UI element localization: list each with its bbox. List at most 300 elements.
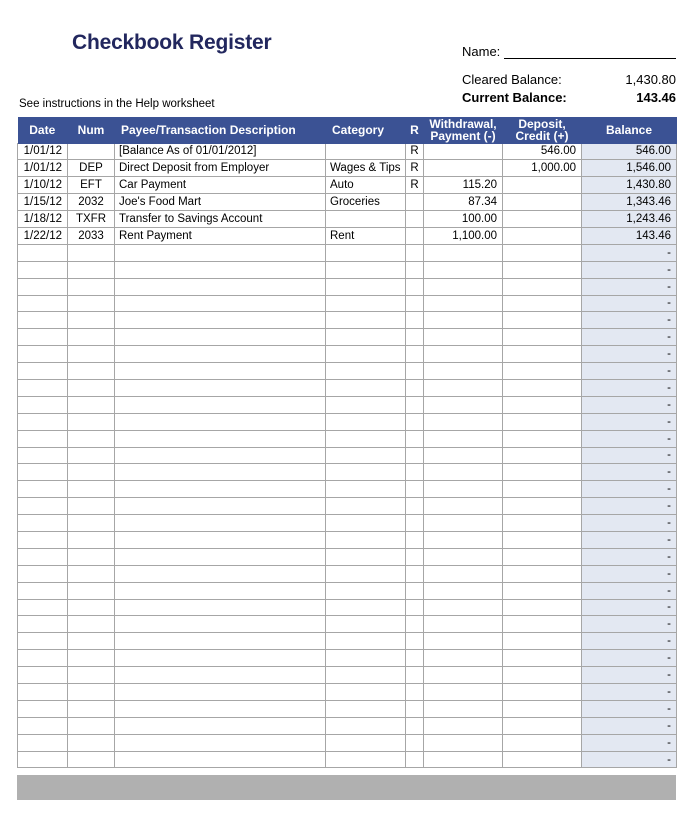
cell-reconciled[interactable] bbox=[406, 430, 424, 447]
cell-date[interactable] bbox=[18, 363, 68, 380]
cell-balance[interactable]: - bbox=[582, 464, 677, 481]
cell-num[interactable] bbox=[68, 329, 115, 346]
cell-balance[interactable]: - bbox=[582, 379, 677, 396]
cell-num[interactable] bbox=[68, 498, 115, 515]
cell-withdrawal[interactable] bbox=[424, 481, 503, 498]
cell-date[interactable] bbox=[18, 515, 68, 532]
cell-num[interactable] bbox=[68, 599, 115, 616]
cell-category[interactable] bbox=[326, 751, 406, 768]
cell-deposit[interactable] bbox=[503, 498, 582, 515]
cell-balance[interactable]: - bbox=[582, 396, 677, 413]
cell-payee[interactable] bbox=[115, 650, 326, 667]
cell-balance[interactable]: - bbox=[582, 633, 677, 650]
cell-payee[interactable]: [Balance As of 01/01/2012] bbox=[115, 143, 326, 160]
cell-date[interactable] bbox=[18, 531, 68, 548]
cell-withdrawal[interactable] bbox=[424, 261, 503, 278]
cell-balance[interactable]: - bbox=[582, 599, 677, 616]
cell-reconciled[interactable] bbox=[406, 464, 424, 481]
cell-category[interactable] bbox=[326, 329, 406, 346]
cell-category[interactable] bbox=[326, 548, 406, 565]
cell-payee[interactable]: Direct Deposit from Employer bbox=[115, 160, 326, 177]
column-header-r[interactable]: R bbox=[406, 117, 424, 143]
cell-deposit[interactable] bbox=[503, 734, 582, 751]
cell-payee[interactable] bbox=[115, 379, 326, 396]
cell-payee[interactable] bbox=[115, 751, 326, 768]
cell-num[interactable] bbox=[68, 396, 115, 413]
cell-deposit[interactable] bbox=[503, 599, 582, 616]
cell-deposit[interactable] bbox=[503, 548, 582, 565]
cell-num[interactable] bbox=[68, 751, 115, 768]
cell-withdrawal[interactable] bbox=[424, 329, 503, 346]
cell-reconciled[interactable] bbox=[406, 244, 424, 261]
cell-category[interactable] bbox=[326, 667, 406, 684]
column-header-deposit[interactable] bbox=[503, 117, 582, 143]
cell-balance[interactable]: - bbox=[582, 684, 677, 701]
cell-reconciled[interactable] bbox=[406, 413, 424, 430]
cell-date[interactable] bbox=[18, 261, 68, 278]
cell-reconciled[interactable] bbox=[406, 616, 424, 633]
cell-payee[interactable] bbox=[115, 430, 326, 447]
cell-withdrawal[interactable] bbox=[424, 396, 503, 413]
cell-num[interactable] bbox=[68, 278, 115, 295]
cell-num[interactable] bbox=[68, 244, 115, 261]
cell-withdrawal[interactable] bbox=[424, 346, 503, 363]
cell-payee[interactable] bbox=[115, 633, 326, 650]
cell-category[interactable] bbox=[326, 346, 406, 363]
cell-date[interactable] bbox=[18, 565, 68, 582]
cell-withdrawal[interactable] bbox=[424, 498, 503, 515]
cell-reconciled[interactable] bbox=[406, 531, 424, 548]
cell-date[interactable]: 1/15/12 bbox=[18, 194, 68, 211]
cell-date[interactable] bbox=[18, 379, 68, 396]
cell-payee[interactable] bbox=[115, 684, 326, 701]
cell-withdrawal[interactable] bbox=[424, 447, 503, 464]
column-header-payee[interactable]: Payee/Transaction Description bbox=[115, 117, 326, 143]
cell-num[interactable] bbox=[68, 143, 115, 160]
cell-num[interactable] bbox=[68, 582, 115, 599]
cell-category[interactable] bbox=[326, 396, 406, 413]
cell-balance[interactable]: - bbox=[582, 582, 677, 599]
cell-payee[interactable]: Rent Payment bbox=[115, 227, 326, 244]
cell-category[interactable] bbox=[326, 717, 406, 734]
cell-num[interactable] bbox=[68, 700, 115, 717]
cell-balance[interactable]: - bbox=[582, 481, 677, 498]
cell-category[interactable] bbox=[326, 565, 406, 582]
cell-balance[interactable]: 1,430.80 bbox=[582, 177, 677, 194]
cell-num[interactable] bbox=[68, 684, 115, 701]
cell-num[interactable] bbox=[68, 261, 115, 278]
cell-withdrawal[interactable] bbox=[424, 548, 503, 565]
cell-withdrawal[interactable] bbox=[424, 700, 503, 717]
cell-payee[interactable] bbox=[115, 616, 326, 633]
cell-category[interactable] bbox=[326, 481, 406, 498]
cell-withdrawal[interactable] bbox=[424, 531, 503, 548]
cell-num[interactable]: DEP bbox=[68, 160, 115, 177]
cell-deposit[interactable] bbox=[503, 194, 582, 211]
cell-payee[interactable] bbox=[115, 599, 326, 616]
cell-date[interactable] bbox=[18, 244, 68, 261]
cell-reconciled[interactable] bbox=[406, 751, 424, 768]
column-header-category[interactable]: Category bbox=[326, 117, 406, 143]
cell-category[interactable] bbox=[326, 734, 406, 751]
cell-payee[interactable] bbox=[115, 734, 326, 751]
cell-num[interactable] bbox=[68, 346, 115, 363]
cell-payee[interactable] bbox=[115, 498, 326, 515]
cell-balance[interactable]: 546.00 bbox=[582, 143, 677, 160]
cell-reconciled[interactable] bbox=[406, 295, 424, 312]
cell-deposit[interactable] bbox=[503, 565, 582, 582]
cell-deposit[interactable] bbox=[503, 211, 582, 228]
cell-balance[interactable]: - bbox=[582, 734, 677, 751]
cell-category[interactable] bbox=[326, 599, 406, 616]
cell-date[interactable] bbox=[18, 667, 68, 684]
name-input[interactable] bbox=[504, 43, 676, 59]
cell-num[interactable]: TXFR bbox=[68, 211, 115, 228]
cell-category[interactable] bbox=[326, 616, 406, 633]
cell-date[interactable] bbox=[18, 650, 68, 667]
cell-withdrawal[interactable] bbox=[424, 464, 503, 481]
cell-category[interactable]: Auto bbox=[326, 177, 406, 194]
cell-date[interactable] bbox=[18, 548, 68, 565]
cell-deposit[interactable] bbox=[503, 717, 582, 734]
cell-withdrawal[interactable] bbox=[424, 667, 503, 684]
cell-payee[interactable] bbox=[115, 667, 326, 684]
cell-date[interactable] bbox=[18, 278, 68, 295]
cell-date[interactable] bbox=[18, 684, 68, 701]
cell-reconciled[interactable] bbox=[406, 700, 424, 717]
cell-balance[interactable]: - bbox=[582, 548, 677, 565]
cell-deposit[interactable] bbox=[503, 515, 582, 532]
cell-reconciled[interactable] bbox=[406, 312, 424, 329]
cell-date[interactable] bbox=[18, 751, 68, 768]
cell-deposit[interactable] bbox=[503, 413, 582, 430]
cell-withdrawal[interactable] bbox=[424, 278, 503, 295]
cell-deposit[interactable]: 1,000.00 bbox=[503, 160, 582, 177]
cell-withdrawal[interactable] bbox=[424, 244, 503, 261]
cell-category[interactable] bbox=[326, 498, 406, 515]
cell-reconciled[interactable]: R bbox=[406, 143, 424, 160]
cell-balance[interactable]: - bbox=[582, 515, 677, 532]
cell-date[interactable] bbox=[18, 464, 68, 481]
cell-balance[interactable]: - bbox=[582, 667, 677, 684]
cell-reconciled[interactable] bbox=[406, 565, 424, 582]
cell-num[interactable] bbox=[68, 312, 115, 329]
cell-payee[interactable] bbox=[115, 548, 326, 565]
cell-balance[interactable]: - bbox=[582, 312, 677, 329]
cell-category[interactable] bbox=[326, 413, 406, 430]
cell-date[interactable] bbox=[18, 717, 68, 734]
cell-date[interactable] bbox=[18, 295, 68, 312]
cell-payee[interactable] bbox=[115, 363, 326, 380]
cell-num[interactable]: 2033 bbox=[68, 227, 115, 244]
cell-withdrawal[interactable] bbox=[424, 582, 503, 599]
cell-category[interactable] bbox=[326, 261, 406, 278]
cell-num[interactable] bbox=[68, 447, 115, 464]
cell-category[interactable]: Wages & Tips bbox=[326, 160, 406, 177]
cell-withdrawal[interactable] bbox=[424, 734, 503, 751]
cell-reconciled[interactable] bbox=[406, 481, 424, 498]
cell-category[interactable] bbox=[326, 464, 406, 481]
cell-category[interactable] bbox=[326, 244, 406, 261]
cell-deposit[interactable] bbox=[503, 430, 582, 447]
cell-reconciled[interactable]: R bbox=[406, 177, 424, 194]
cell-balance[interactable]: - bbox=[582, 616, 677, 633]
cell-num[interactable]: EFT bbox=[68, 177, 115, 194]
cell-withdrawal[interactable] bbox=[424, 295, 503, 312]
cell-deposit[interactable] bbox=[503, 667, 582, 684]
cell-num[interactable] bbox=[68, 531, 115, 548]
cell-payee[interactable] bbox=[115, 717, 326, 734]
cell-balance[interactable]: - bbox=[582, 244, 677, 261]
cell-payee[interactable]: Joe's Food Mart bbox=[115, 194, 326, 211]
cell-reconciled[interactable] bbox=[406, 396, 424, 413]
cell-category[interactable]: Rent bbox=[326, 227, 406, 244]
cell-reconciled[interactable] bbox=[406, 447, 424, 464]
cell-category[interactable] bbox=[326, 684, 406, 701]
cell-withdrawal[interactable] bbox=[424, 379, 503, 396]
cell-payee[interactable]: Transfer to Savings Account bbox=[115, 211, 326, 228]
cell-num[interactable] bbox=[68, 565, 115, 582]
cell-reconciled[interactable] bbox=[406, 194, 424, 211]
cell-category[interactable] bbox=[326, 700, 406, 717]
cell-deposit[interactable] bbox=[503, 531, 582, 548]
cell-num[interactable] bbox=[68, 430, 115, 447]
cell-date[interactable]: 1/01/12 bbox=[18, 143, 68, 160]
cell-withdrawal[interactable] bbox=[424, 565, 503, 582]
cell-balance[interactable]: - bbox=[582, 261, 677, 278]
cell-balance[interactable]: - bbox=[582, 346, 677, 363]
cell-deposit[interactable] bbox=[503, 582, 582, 599]
cell-payee[interactable] bbox=[115, 329, 326, 346]
cell-reconciled[interactable] bbox=[406, 599, 424, 616]
cell-withdrawal[interactable] bbox=[424, 312, 503, 329]
cell-reconciled[interactable] bbox=[406, 227, 424, 244]
cell-date[interactable] bbox=[18, 582, 68, 599]
cell-deposit[interactable] bbox=[503, 481, 582, 498]
cell-reconciled[interactable] bbox=[406, 548, 424, 565]
cell-date[interactable]: 1/22/12 bbox=[18, 227, 68, 244]
cell-payee[interactable] bbox=[115, 261, 326, 278]
cell-reconciled[interactable] bbox=[406, 667, 424, 684]
cell-balance[interactable]: 143.46 bbox=[582, 227, 677, 244]
cell-category[interactable] bbox=[326, 430, 406, 447]
cell-num[interactable] bbox=[68, 650, 115, 667]
cell-deposit[interactable] bbox=[503, 650, 582, 667]
cell-date[interactable] bbox=[18, 413, 68, 430]
column-header-date[interactable]: Date bbox=[18, 117, 68, 143]
cell-category[interactable] bbox=[326, 143, 406, 160]
cell-payee[interactable] bbox=[115, 396, 326, 413]
cell-withdrawal[interactable] bbox=[424, 430, 503, 447]
cell-balance[interactable]: - bbox=[582, 531, 677, 548]
cell-payee[interactable] bbox=[115, 515, 326, 532]
cell-deposit[interactable] bbox=[503, 227, 582, 244]
cell-withdrawal[interactable] bbox=[424, 751, 503, 768]
cell-payee[interactable] bbox=[115, 346, 326, 363]
cell-category[interactable] bbox=[326, 633, 406, 650]
cell-deposit[interactable] bbox=[503, 751, 582, 768]
cell-deposit[interactable] bbox=[503, 616, 582, 633]
cell-withdrawal[interactable] bbox=[424, 684, 503, 701]
cell-reconciled[interactable] bbox=[406, 498, 424, 515]
cell-balance[interactable]: - bbox=[582, 278, 677, 295]
column-header-balance[interactable]: Balance bbox=[582, 117, 677, 143]
cell-num[interactable] bbox=[68, 548, 115, 565]
cell-balance[interactable]: - bbox=[582, 717, 677, 734]
cell-balance[interactable]: - bbox=[582, 650, 677, 667]
cell-reconciled[interactable] bbox=[406, 717, 424, 734]
cell-balance[interactable]: - bbox=[582, 363, 677, 380]
cell-num[interactable] bbox=[68, 633, 115, 650]
cell-date[interactable] bbox=[18, 481, 68, 498]
column-header-withdrawal[interactable] bbox=[424, 117, 503, 143]
cell-num[interactable] bbox=[68, 413, 115, 430]
cell-num[interactable]: 2032 bbox=[68, 194, 115, 211]
cell-date[interactable] bbox=[18, 498, 68, 515]
cell-withdrawal[interactable] bbox=[424, 143, 503, 160]
cell-num[interactable] bbox=[68, 616, 115, 633]
cell-category[interactable]: Groceries bbox=[326, 194, 406, 211]
cell-category[interactable] bbox=[326, 447, 406, 464]
cell-deposit[interactable] bbox=[503, 295, 582, 312]
column-header-num[interactable]: Num bbox=[68, 117, 115, 143]
cell-reconciled[interactable] bbox=[406, 329, 424, 346]
cell-payee[interactable] bbox=[115, 312, 326, 329]
cell-num[interactable] bbox=[68, 734, 115, 751]
cell-reconciled[interactable] bbox=[406, 582, 424, 599]
cell-withdrawal[interactable]: 100.00 bbox=[424, 211, 503, 228]
cell-date[interactable] bbox=[18, 346, 68, 363]
cell-category[interactable] bbox=[326, 295, 406, 312]
cell-date[interactable] bbox=[18, 734, 68, 751]
cell-num[interactable] bbox=[68, 363, 115, 380]
cell-reconciled[interactable] bbox=[406, 379, 424, 396]
cell-payee[interactable] bbox=[115, 295, 326, 312]
cell-withdrawal[interactable] bbox=[424, 413, 503, 430]
cell-reconciled[interactable] bbox=[406, 363, 424, 380]
cell-balance[interactable]: - bbox=[582, 430, 677, 447]
cell-date[interactable]: 1/01/12 bbox=[18, 160, 68, 177]
cell-category[interactable] bbox=[326, 650, 406, 667]
cell-num[interactable] bbox=[68, 379, 115, 396]
cell-reconciled[interactable] bbox=[406, 684, 424, 701]
cell-category[interactable] bbox=[326, 312, 406, 329]
cell-balance[interactable]: 1,343.46 bbox=[582, 194, 677, 211]
cell-reconciled[interactable] bbox=[406, 633, 424, 650]
cell-num[interactable] bbox=[68, 515, 115, 532]
cell-balance[interactable]: - bbox=[582, 329, 677, 346]
cell-deposit[interactable] bbox=[503, 633, 582, 650]
cell-payee[interactable] bbox=[115, 481, 326, 498]
cell-balance[interactable]: 1,546.00 bbox=[582, 160, 677, 177]
cell-date[interactable]: 1/18/12 bbox=[18, 211, 68, 228]
cell-payee[interactable] bbox=[115, 700, 326, 717]
cell-date[interactable] bbox=[18, 329, 68, 346]
cell-withdrawal[interactable] bbox=[424, 633, 503, 650]
cell-payee[interactable] bbox=[115, 278, 326, 295]
cell-deposit[interactable] bbox=[503, 329, 582, 346]
cell-date[interactable]: 1/10/12 bbox=[18, 177, 68, 194]
cell-payee[interactable] bbox=[115, 531, 326, 548]
cell-date[interactable] bbox=[18, 616, 68, 633]
cell-withdrawal[interactable] bbox=[424, 717, 503, 734]
cell-deposit[interactable] bbox=[503, 261, 582, 278]
cell-withdrawal[interactable]: 1,100.00 bbox=[424, 227, 503, 244]
cell-payee[interactable] bbox=[115, 413, 326, 430]
cell-reconciled[interactable] bbox=[406, 515, 424, 532]
cell-deposit[interactable] bbox=[503, 396, 582, 413]
cell-category[interactable] bbox=[326, 531, 406, 548]
cell-withdrawal[interactable] bbox=[424, 616, 503, 633]
cell-category[interactable] bbox=[326, 379, 406, 396]
cell-deposit[interactable] bbox=[503, 346, 582, 363]
cell-reconciled[interactable] bbox=[406, 261, 424, 278]
cell-withdrawal[interactable] bbox=[424, 515, 503, 532]
cell-payee[interactable] bbox=[115, 244, 326, 261]
cell-deposit[interactable] bbox=[503, 177, 582, 194]
cell-reconciled[interactable] bbox=[406, 346, 424, 363]
cell-deposit[interactable] bbox=[503, 379, 582, 396]
cell-deposit[interactable] bbox=[503, 684, 582, 701]
cell-num[interactable] bbox=[68, 481, 115, 498]
cell-reconciled[interactable] bbox=[406, 211, 424, 228]
cell-deposit[interactable] bbox=[503, 700, 582, 717]
cell-withdrawal[interactable] bbox=[424, 160, 503, 177]
cell-num[interactable] bbox=[68, 295, 115, 312]
cell-payee[interactable] bbox=[115, 464, 326, 481]
cell-category[interactable] bbox=[326, 363, 406, 380]
cell-date[interactable] bbox=[18, 700, 68, 717]
cell-deposit[interactable] bbox=[503, 363, 582, 380]
cell-withdrawal[interactable]: 115.20 bbox=[424, 177, 503, 194]
cell-category[interactable] bbox=[326, 582, 406, 599]
cell-payee[interactable]: Car Payment bbox=[115, 177, 326, 194]
cell-withdrawal[interactable] bbox=[424, 650, 503, 667]
cell-withdrawal[interactable]: 87.34 bbox=[424, 194, 503, 211]
cell-date[interactable] bbox=[18, 447, 68, 464]
cell-num[interactable] bbox=[68, 667, 115, 684]
cell-balance[interactable]: - bbox=[582, 565, 677, 582]
cell-deposit[interactable] bbox=[503, 244, 582, 261]
cell-reconciled[interactable] bbox=[406, 278, 424, 295]
cell-deposit[interactable] bbox=[503, 278, 582, 295]
cell-balance[interactable]: - bbox=[582, 700, 677, 717]
cell-deposit[interactable] bbox=[503, 464, 582, 481]
cell-balance[interactable]: - bbox=[582, 295, 677, 312]
cell-num[interactable] bbox=[68, 464, 115, 481]
cell-deposit[interactable]: 546.00 bbox=[503, 143, 582, 160]
cell-date[interactable] bbox=[18, 599, 68, 616]
cell-reconciled[interactable]: R bbox=[406, 160, 424, 177]
cell-date[interactable] bbox=[18, 633, 68, 650]
cell-reconciled[interactable] bbox=[406, 734, 424, 751]
cell-category[interactable] bbox=[326, 211, 406, 228]
cell-balance[interactable]: - bbox=[582, 447, 677, 464]
cell-date[interactable] bbox=[18, 430, 68, 447]
cell-reconciled[interactable] bbox=[406, 650, 424, 667]
cell-category[interactable] bbox=[326, 278, 406, 295]
cell-num[interactable] bbox=[68, 717, 115, 734]
cell-payee[interactable] bbox=[115, 447, 326, 464]
cell-deposit[interactable] bbox=[503, 312, 582, 329]
cell-deposit[interactable] bbox=[503, 447, 582, 464]
cell-withdrawal[interactable] bbox=[424, 599, 503, 616]
cell-payee[interactable] bbox=[115, 565, 326, 582]
cell-date[interactable] bbox=[18, 396, 68, 413]
cell-payee[interactable] bbox=[115, 582, 326, 599]
cell-balance[interactable]: - bbox=[582, 413, 677, 430]
cell-date[interactable] bbox=[18, 312, 68, 329]
